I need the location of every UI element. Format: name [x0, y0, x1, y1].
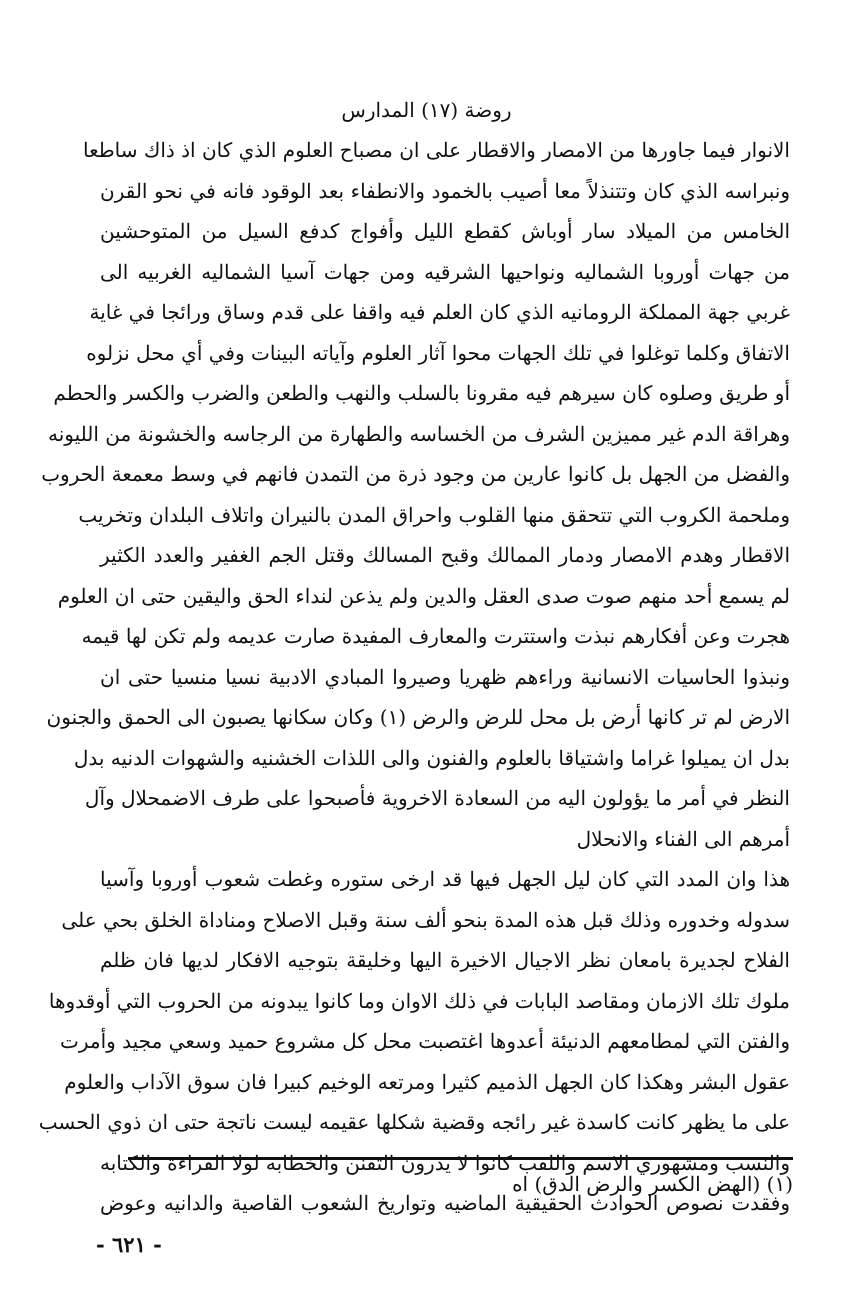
- text-line: سدوله وخدوره وذلك قبل هذه المدة بنحو ألف سنة وقبل الاصلاح ومناداة الخلق بحي على: [61, 907, 790, 932]
- text-line: هجرت وعن أفكارهم نبذت واستترت والمعارف المفيدة صارت عديمه ولم تكن لها قيمه: [81, 624, 790, 648]
- text-line: عقول البشر وهكذا كان الجهل الذميم كثيرا ومرتعه الوخيم كبيرا فان سوق الآداب والعلوم: [64, 1069, 790, 1094]
- footnote-divider: [128, 1157, 793, 1160]
- text-line: ونبذوا الحاسيات الانسانية وراءهم ظهريا وصيروا المبادي الادبية نسيا منسيا حتى ان: [100, 664, 790, 689]
- text-line: أمرهم الى الفناء والانحلال: [576, 826, 790, 851]
- text-line: الاقطار وهدم الامصار ودمار الممالك وقبح المسالك وقتل الجم الغفير والعدد الكثير: [100, 543, 790, 567]
- text-line: الارض لم تر كانها أرض بل محل للرض والرض (١) وكان سكانها يصبون الى الحمق والجنون: [46, 705, 790, 729]
- text-line: الانوار فيما جاورها من الامصار والاقطار على ان مصباح العلوم الذي كان اذ ذاك ساطعا: [82, 138, 790, 162]
- text-line: على ما يظهر كانت كاسدة غير رائجه وقضية شكلها عقيمه ليست ناتجة حتى ان ذوي الحسب: [38, 1110, 790, 1134]
- text-line: هذا وان المدد التي كان ليل الجهل فيها قد ارخى ستوره وغطت شعوب أوروبا وآسيا: [100, 867, 790, 891]
- text-line: لم يسمع أحد منهم صوت صدى العقل والدين ولم يذعن لنداء الحق واليقين حتى ان العلوم: [57, 583, 790, 608]
- footnote: (١) (الهض الكسر والرض الدق) اه: [512, 1172, 793, 1196]
- text-line: الاتفاق وكلما توغلوا في تلك الجهات محوا آثار العلوم وآياته البينات وفي أي محل نزلوه: [86, 340, 790, 365]
- running-header: روضة (١٧) المدارس: [341, 98, 512, 122]
- text-line: وملحمة الكروب التي تتحقق منها القلوب واحراق المدن بالنيران واتلاف البلدان وتخريب: [78, 502, 790, 527]
- text-line: ملوك تلك الازمان ومقاصد البابات في ذلك الاوان وما كانوا يبدونه من الحروب التي أوقدوها: [48, 988, 790, 1013]
- text-line: الخامس من الميلاد سار أوباش كقطع الليل وأفواج كدفع السيل من المتوحشين: [100, 219, 790, 243]
- text-line: بدل ان يميلوا غراما واشتياقا بالعلوم والفنون والى اللذات الخشنيه والشهوات الدنيه بدل: [73, 745, 790, 770]
- text-line: ونبراسه الذي كان وتتنذلاً معا أصيب بالخمود والانطفاء بعد الوقود فانه في نحو القرن: [100, 178, 790, 203]
- text-line: والفتن التي لمطامعهم الدنيئة أعدوها اغتصبت محل كل مشروع حميد وسعي مجيد وأمرت: [60, 1029, 790, 1053]
- text-line: والفضل من الجهل بل كانوا عارين من وجود ذرة من التمدن فانهم في وسط معمعة الحروب: [41, 462, 790, 486]
- text-line: أو طريق وصلوه كان سيرهم فيه مقرونا بالسلب والنهب والطعن والضرب والكسر والحطم: [53, 381, 790, 405]
- body-text: [38, 130, 790, 1224]
- text-line: الفلاح لجديرة بامعان نظر الاجيال الاخيرة اليها وخليقة بتوجيه الافكار لديها فان ظلم: [100, 948, 790, 972]
- text-line: غربي جهة المملكة الرومانيه الذي كان العلم فيه واقفا على قدم وساق ورائجا في غاية: [89, 300, 790, 324]
- text-line: من جهات أوروبا الشماليه ونواحيها الشرقيه ومن جهات آسيا الشماليه الغربيه الى: [100, 259, 790, 284]
- text-line: وفقدت نصوص الحوادث الحقيقية الماضيه وتواريخ الشعوب القاصية والدانيه وعوض: [100, 1191, 790, 1215]
- page-number: - ٦٢١ -: [96, 1232, 162, 1257]
- text-line: النظر في أمر ما يؤولون اليه من السعادة الاخروية فأصبحوا على طرف الاضمحلال وآل: [84, 786, 790, 810]
- text-line: والنسب ومشهوري الاسم واللقب كانوا لا يدرون التفنن والخطابه لولا القراءة والكتابه: [99, 1150, 790, 1175]
- text-line: وهراقة الدم غير مميزين الشرف من الخساسه والطهارة من الرجاسه والخشونة من الليونه: [47, 421, 790, 446]
